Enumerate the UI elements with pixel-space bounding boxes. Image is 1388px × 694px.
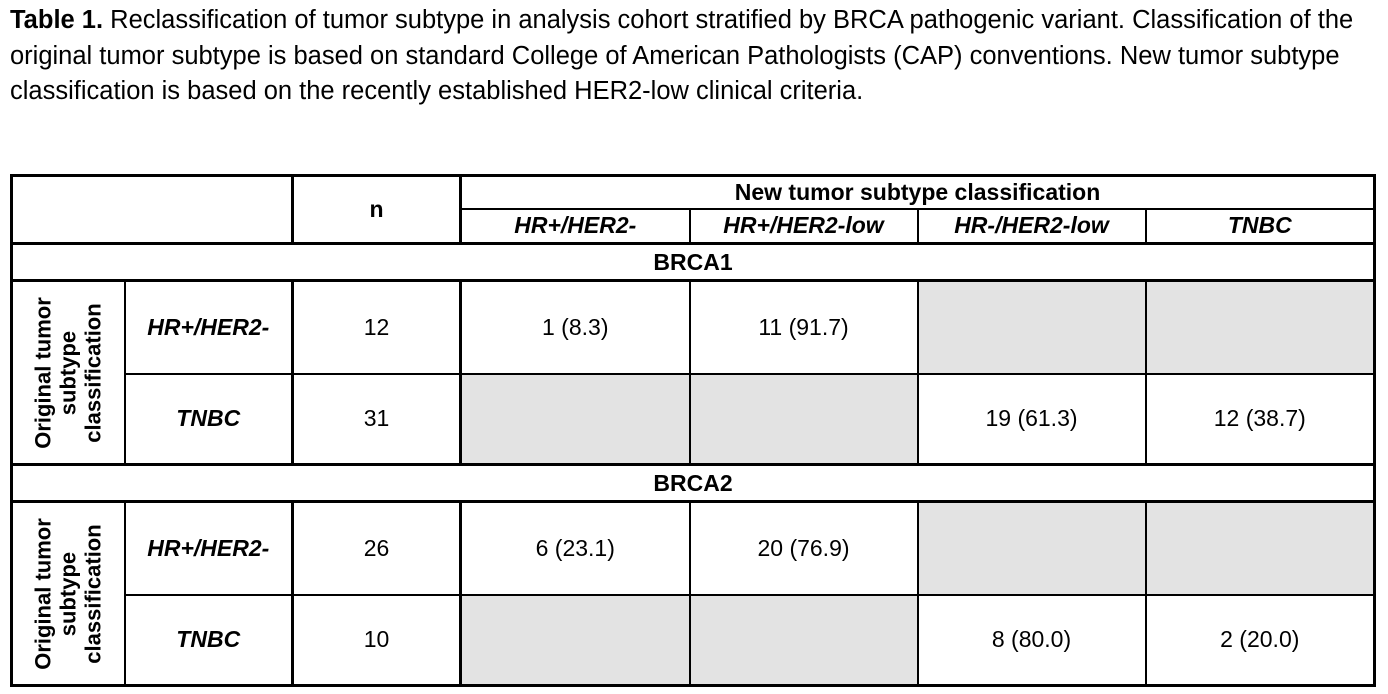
caption-text: Reclassification of tumor subtype in analysis cohort stratified by BRCA pathogenic variant. Classification of the original tumor subtype is based on standard College of American Pathologists (CAP) conventions. New tumor subtype classification is based on the recently established HER2-low clinical criteria. [10, 6, 1354, 105]
caption-label: Table 1. [10, 6, 104, 34]
section-row-brca2 [12, 465, 1375, 502]
original-classification-text: Original tumor subtype classification [30, 296, 106, 449]
header-col-hr-pos-her2-low: HR+/HER2-low [690, 209, 918, 244]
table-row [12, 281, 1375, 374]
original-classification-label [12, 502, 125, 686]
header-n: n [293, 176, 461, 244]
header-new-classification: New tumor subtype classification [461, 176, 1375, 209]
row-subtype-label: TNBC [125, 595, 293, 686]
cell-value: 6 (23.1) [461, 502, 690, 595]
row-subtype-label: HR+/HER2- [125, 502, 293, 595]
cell-value: 12 (38.7) [1146, 374, 1375, 465]
row-n-value: 12 [293, 281, 461, 374]
section-label-brca1: BRCA1 [12, 244, 1375, 281]
original-classification-label [12, 281, 125, 465]
cell-value: 20 (76.9) [690, 502, 918, 595]
cell-empty-shaded [690, 374, 918, 465]
table-row [12, 502, 1375, 595]
cell-empty-shaded [690, 595, 918, 686]
cell-empty-shaded [461, 374, 690, 465]
cell-empty-shaded [1146, 281, 1375, 374]
cell-value: 2 (20.0) [1146, 595, 1375, 686]
row-n-value: 26 [293, 502, 461, 595]
row-subtype-label: TNBC [125, 374, 293, 465]
original-classification-text: Original tumor subtype classification [30, 517, 106, 670]
table-caption [10, 3, 1380, 110]
cell-value: 1 (8.3) [461, 281, 690, 374]
header-col-tnbc: TNBC [1146, 209, 1375, 244]
table-row [12, 374, 1375, 465]
cell-value: 11 (91.7) [690, 281, 918, 374]
cell-empty-shaded [918, 502, 1146, 595]
header-empty-corner [12, 176, 293, 244]
header-col-hr-pos-her2-neg: HR+/HER2- [461, 209, 690, 244]
header-col-hr-neg-her2-low: HR-/HER2-low [918, 209, 1146, 244]
cell-value: 8 (80.0) [918, 595, 1146, 686]
row-n-value: 31 [293, 374, 461, 465]
table-row [12, 595, 1375, 686]
section-row-brca1 [12, 244, 1375, 281]
row-n-value: 10 [293, 595, 461, 686]
cell-empty-shaded [1146, 502, 1375, 595]
cell-empty-shaded [461, 595, 690, 686]
cell-value: 19 (61.3) [918, 374, 1146, 465]
reclassification-table [10, 174, 1376, 687]
reclassification-table-wrapper [10, 174, 1376, 687]
row-subtype-label: HR+/HER2- [125, 281, 293, 374]
header-row-1 [12, 176, 1375, 209]
section-label-brca2: BRCA2 [12, 465, 1375, 502]
cell-empty-shaded [918, 281, 1146, 374]
